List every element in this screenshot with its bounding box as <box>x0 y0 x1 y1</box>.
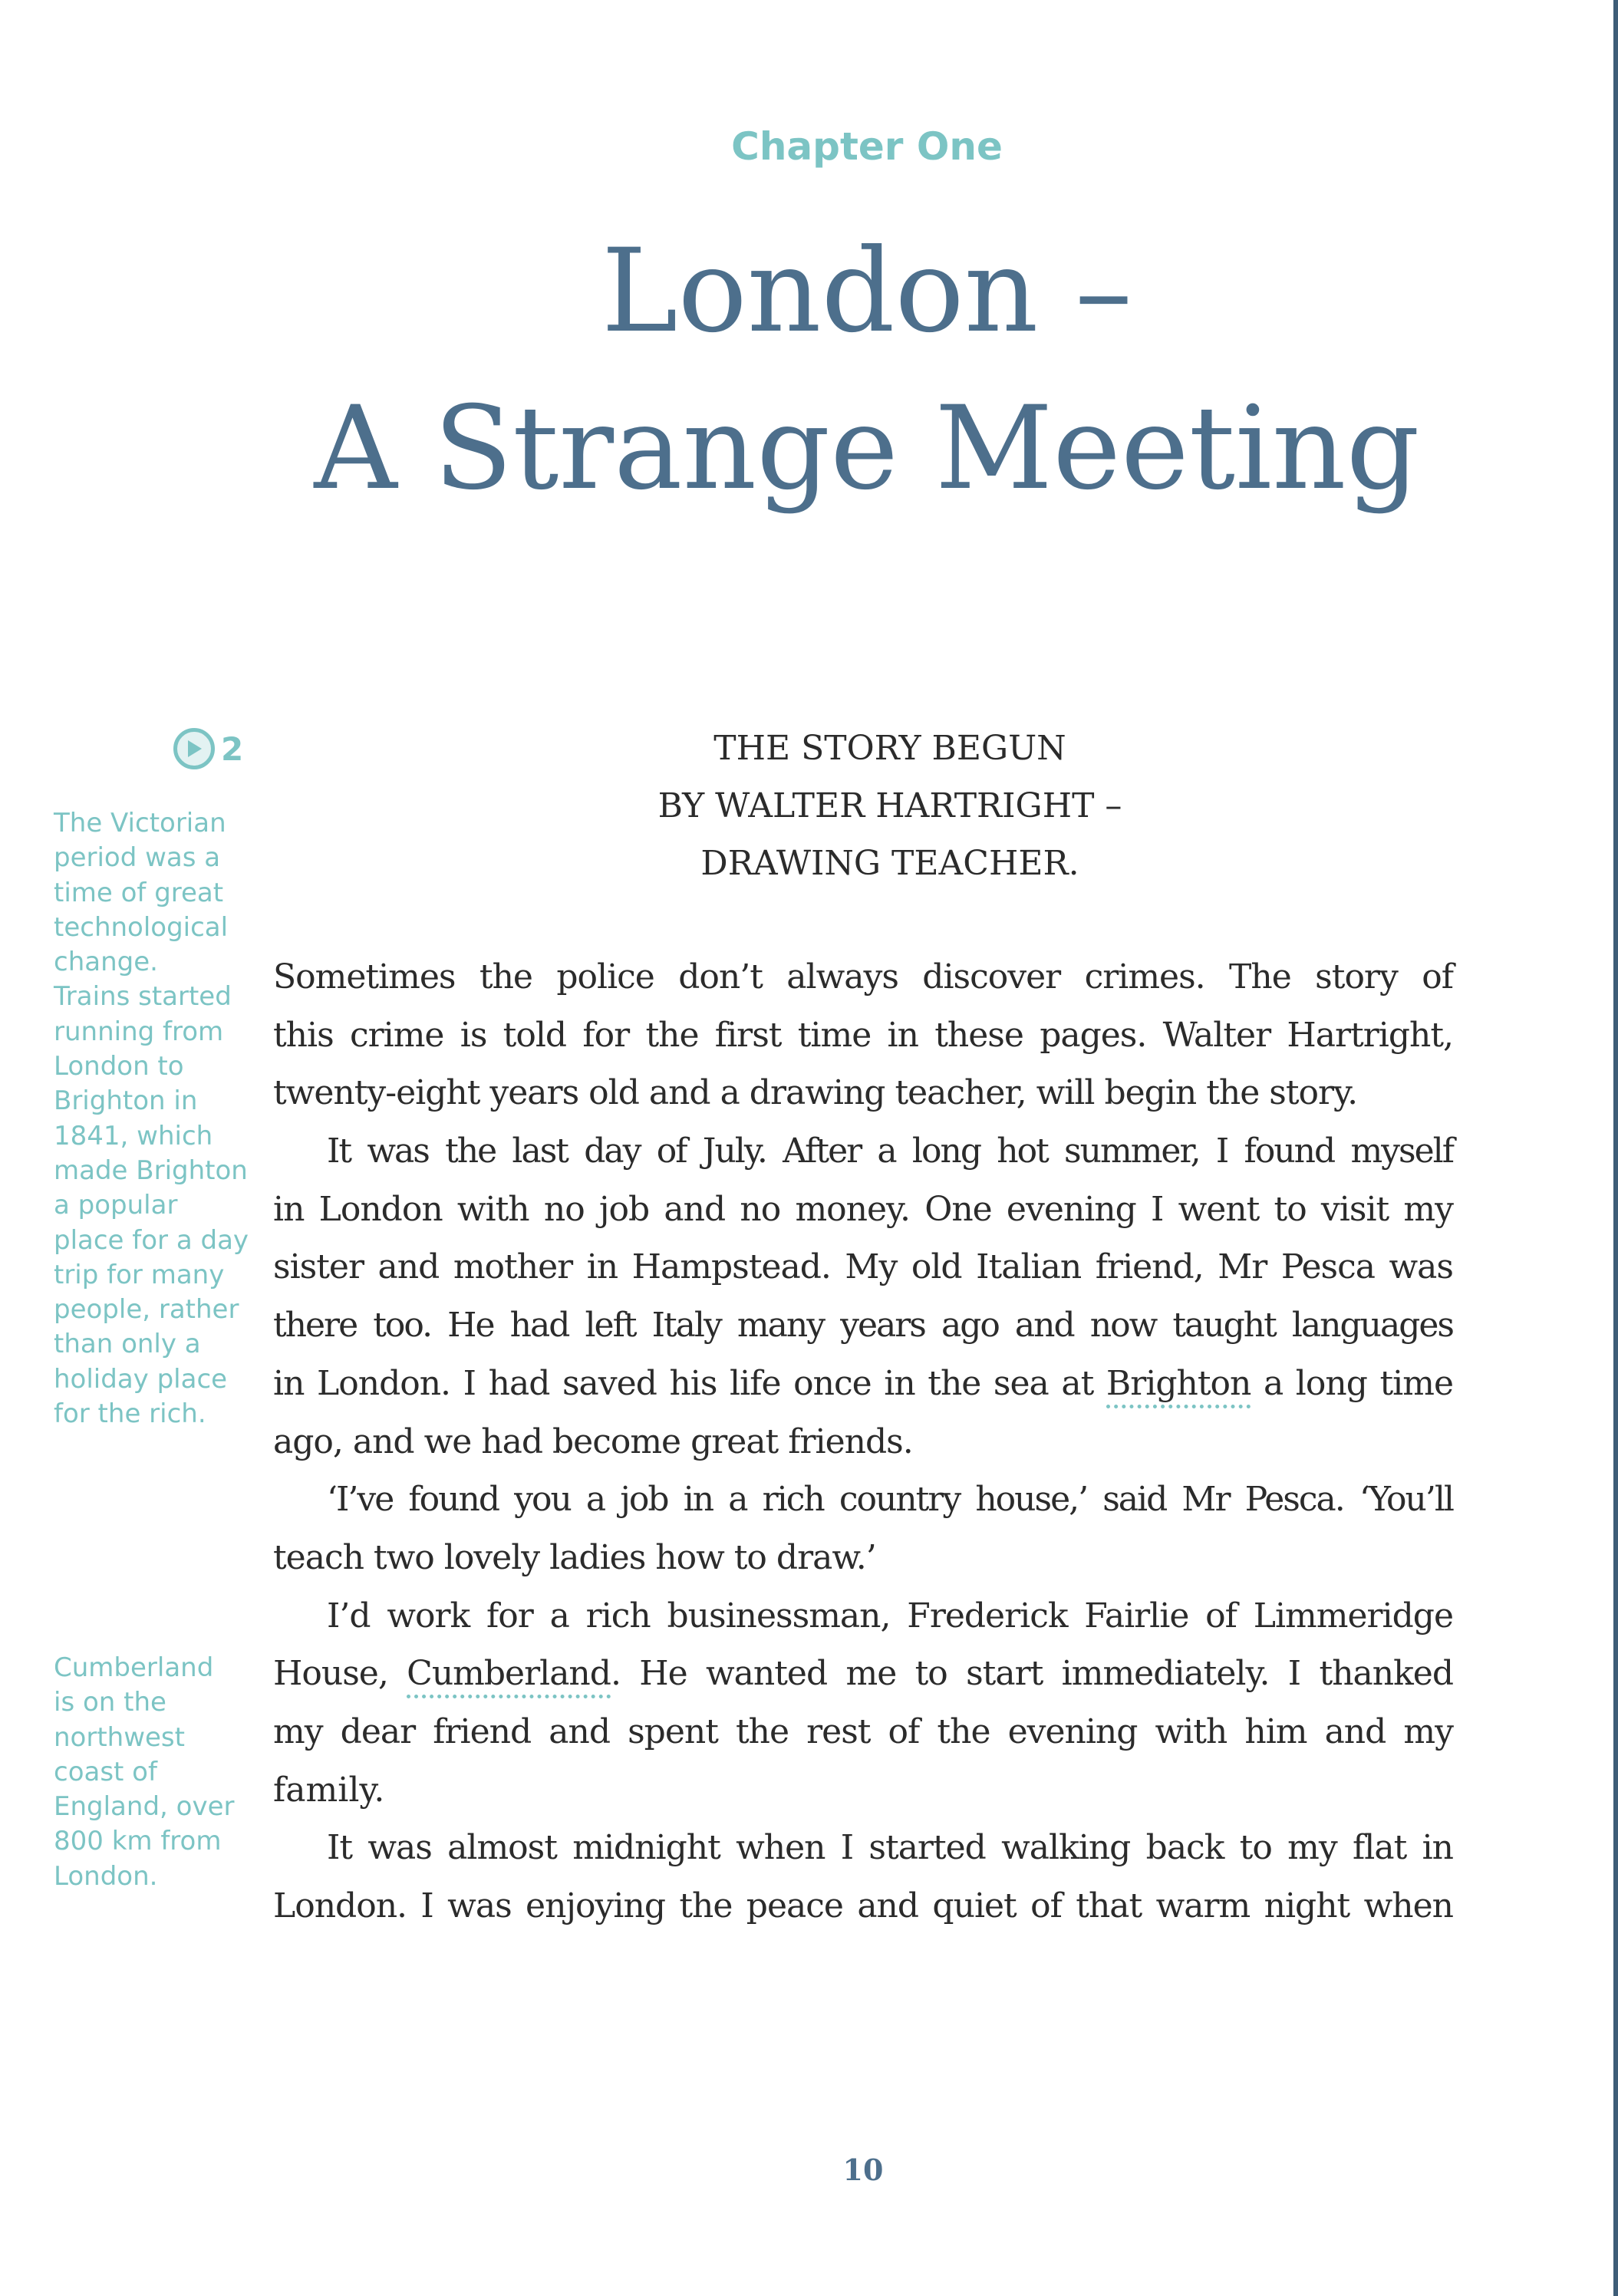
body-line: twenty-eight years old and a drawing teacher, will begin the story. <box>273 1073 1358 1113</box>
body-line: sister and mother in Hampstead. My old Italian friend, Mr Pesca was <box>273 1247 1453 1287</box>
body-line: ‘I’ve found you a job in a rich country house,’ said Mr Pesca. ‘You’ll <box>327 1480 1453 1520</box>
body-text-segment: . He wanted me to start immediately. I thanked <box>610 1654 1453 1694</box>
body-text-segment: House, <box>273 1654 407 1694</box>
side-note-line: for the rich. <box>54 1398 206 1430</box>
chapter-label: Chapter One <box>731 124 1003 169</box>
play-circle-icon[interactable] <box>173 728 215 769</box>
body-text-segment: a long time <box>1251 1363 1453 1403</box>
story-heading-line: THE STORY BEGUN <box>713 729 1066 768</box>
side-note-line: period was a <box>54 842 221 874</box>
side-note-line: northwest <box>54 1721 185 1753</box>
body-line: Sometimes the police don’t always discover crimes. The story of <box>273 957 1453 996</box>
body-line: It was the last day of July. After a long hot summer, I found myself <box>327 1132 1453 1171</box>
chapter-title <box>249 213 1485 528</box>
story-heading-line: DRAWING TEACHER. <box>700 844 1079 883</box>
body-line: London. I was enjoying the peace and quiet of that warm night when <box>273 1886 1453 1925</box>
glossary-link-brighton[interactable]: Brighton <box>1106 1364 1251 1408</box>
audio-track-number: 2 <box>221 730 244 768</box>
side-note-line: running from <box>54 1016 224 1047</box>
side-note-line: technological <box>54 911 229 943</box>
side-note-line: people, rather <box>54 1294 239 1326</box>
chapter-title-line-2: A Strange Meeting <box>314 382 1420 516</box>
body-line: this crime is told for the first time in these pages. Walter Hartright, <box>273 1015 1453 1055</box>
glossary-link-cumberland[interactable]: Cumberland <box>407 1654 611 1698</box>
side-note-line: coast of <box>54 1756 157 1787</box>
story-heading-line: BY WALTER HARTRIGHT – <box>657 786 1122 825</box>
body-line: family. <box>273 1770 385 1810</box>
side-note-cumberland <box>54 1651 257 1894</box>
side-note-line: is on the <box>54 1687 166 1718</box>
side-note-line: London to <box>54 1051 184 1082</box>
body-line: teach two lovely ladies how to draw.’ <box>273 1537 876 1577</box>
side-note-line: made Brighton <box>54 1155 248 1186</box>
body-text-segment: in London. I had saved his life once in the sea at <box>273 1363 1106 1403</box>
body-line: ago, and we had become great friends. <box>273 1421 913 1461</box>
body-line <box>273 1645 1453 1703</box>
side-note-line: Trains started <box>54 981 232 1013</box>
side-note-line: London. <box>54 1860 158 1892</box>
side-note-line: than only a <box>54 1329 201 1360</box>
side-note-line: change. <box>54 947 158 978</box>
page-number: 10 <box>842 2153 884 2187</box>
side-note-line: Brighton in <box>54 1085 198 1117</box>
body-line: It was almost midnight when I started walking back to my flat in <box>327 1828 1453 1868</box>
body-line: I’d work for a rich businessman, Frederick Fairlie of Limmeridge <box>327 1596 1453 1636</box>
side-note-line: holiday place <box>54 1363 228 1395</box>
side-note-line: trip for many <box>54 1259 225 1290</box>
side-note-victorian <box>54 806 257 1431</box>
body-line <box>273 1355 1453 1413</box>
page-edge <box>1613 0 1618 2296</box>
play-triangle-icon <box>185 739 203 759</box>
side-note-line: 1841, which <box>54 1120 213 1151</box>
side-note-line: time of great <box>54 877 224 908</box>
chapter-title-line-1: London – <box>601 225 1133 358</box>
body-line: my dear friend and spent the rest of the evening with him and my <box>273 1711 1453 1751</box>
story-heading <box>537 720 1243 892</box>
body-line: in London with no job and no money. One evening I went to visit my <box>273 1189 1453 1229</box>
side-note-line: The Victorian <box>54 808 226 838</box>
side-note-line: England, over <box>54 1791 235 1823</box>
story-body <box>273 948 1453 1935</box>
side-note-line: 800 km from <box>54 1826 222 1857</box>
side-note-line: Cumberland <box>54 1652 214 1683</box>
side-note-line: place for a day <box>54 1224 249 1256</box>
audio-track-marker[interactable] <box>173 724 243 773</box>
body-line: there too. He had left Italy many years ago and now taught languages <box>273 1306 1453 1346</box>
side-note-line: a popular <box>54 1190 178 1221</box>
